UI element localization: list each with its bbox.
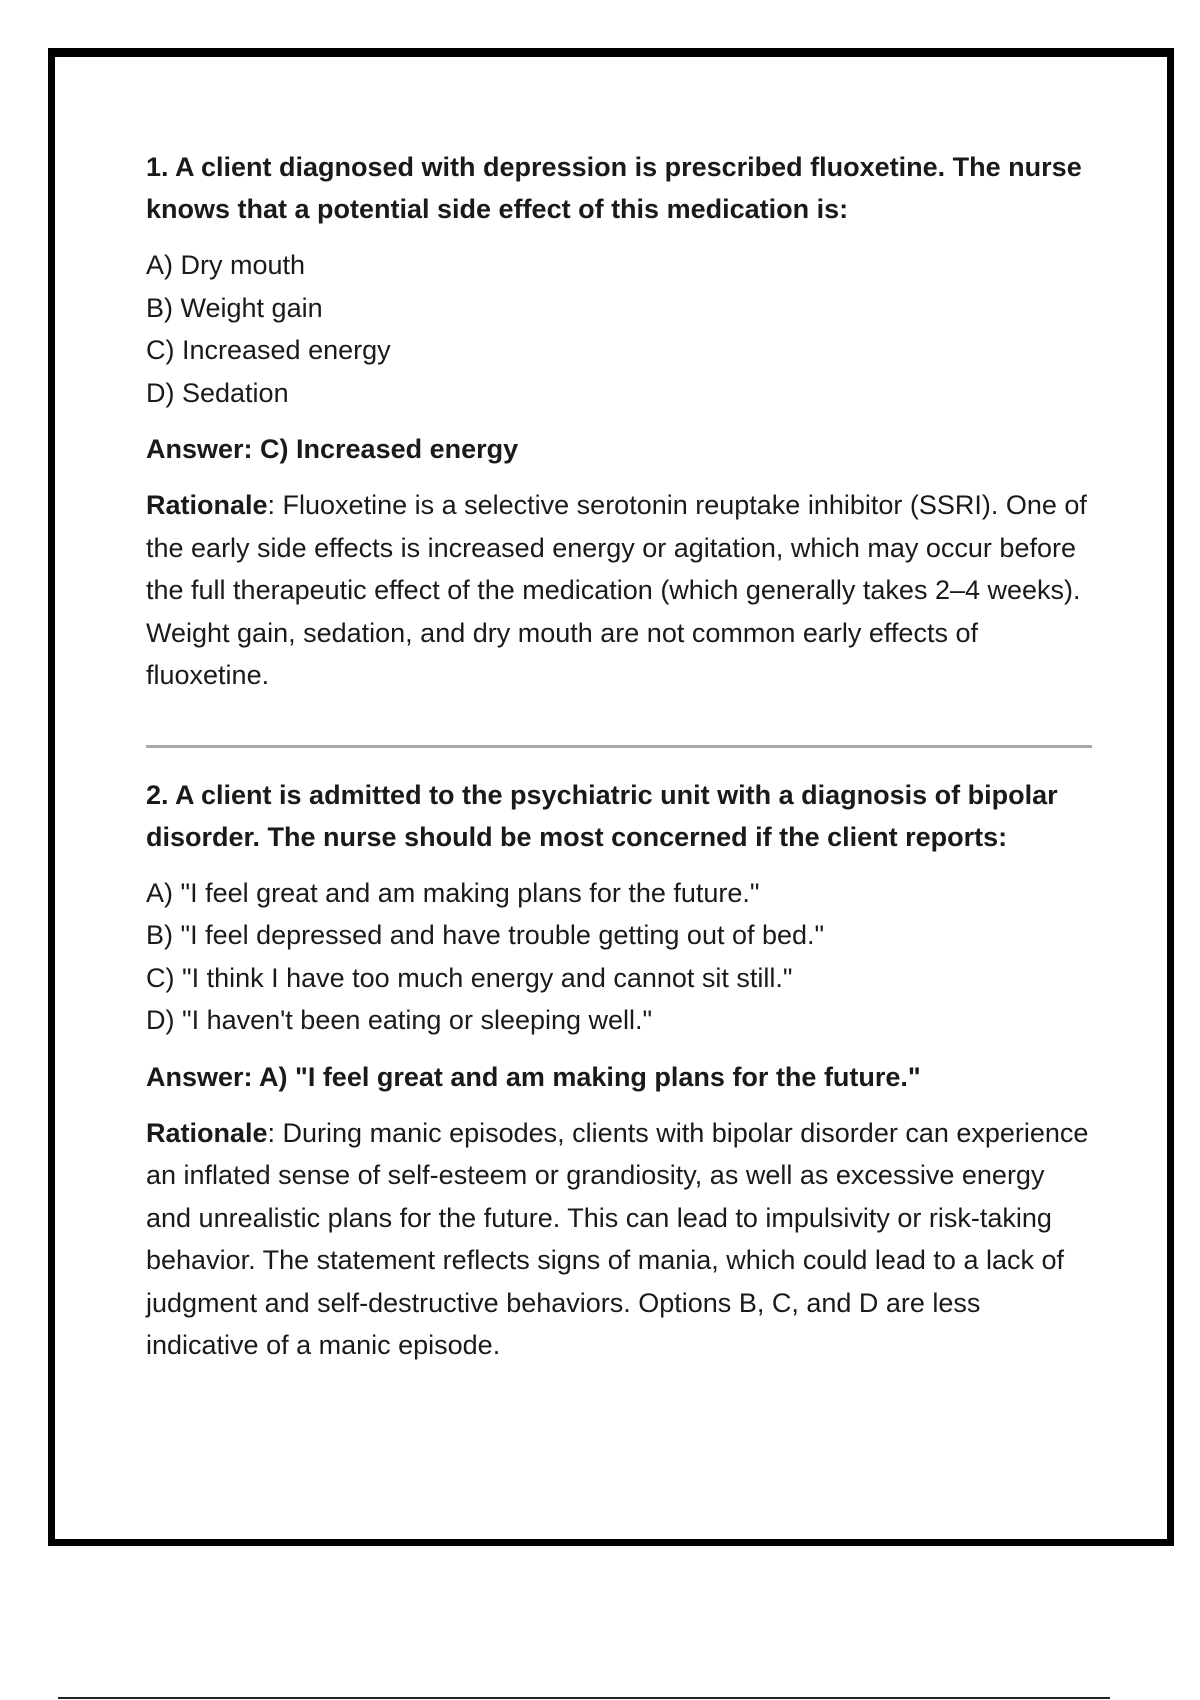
question-text: 1. A client diagnosed with depression is prescribed fluoxetine. The nurse knows that a potential side effect of this medication is: bbox=[146, 152, 1082, 224]
question-block-1 bbox=[146, 146, 1096, 697]
option-d: D) "I haven't been eating or sleeping well." bbox=[146, 1005, 653, 1035]
document-content bbox=[146, 146, 1096, 1367]
section-divider bbox=[146, 745, 1092, 748]
question-text: 2. A client is admitted to the psychiatric unit with a diagnosis of bipolar disorder. The nurse should be most concerned if the client reports: bbox=[146, 779, 1058, 852]
rationale bbox=[146, 1112, 1096, 1367]
option-d: D) Sedation bbox=[146, 377, 289, 408]
rationale-label: Rationale bbox=[146, 490, 268, 520]
option-a: A) "I feel great and am making plans for the future." bbox=[146, 877, 760, 908]
answer-text: Answer: A) "I feel great and am making plans for the future." bbox=[146, 1061, 921, 1092]
option-c: C) "I think I have too much energy and cannot sit still." bbox=[146, 962, 793, 993]
option-c: C) Increased energy bbox=[146, 335, 391, 365]
rationale-text: : During manic episodes, clients with bipolar disorder can experience an inflated sense of self-esteem or grandiosity, as well as excessive energy and unrealistic plans for the future. This can lead to impulsivity or risk-taking behavior. The statement reflects signs of mania, which could lead to a lack of judgment and self-destructive behaviors. Options B, C, and D are less indicative of a manic episode. bbox=[146, 1117, 1089, 1360]
answer-options bbox=[146, 872, 1096, 1042]
rationale-label: Rationale bbox=[146, 1117, 268, 1148]
question-block-2 bbox=[146, 774, 1096, 1367]
option-b: B) Weight gain bbox=[146, 292, 323, 323]
rationale bbox=[146, 484, 1096, 697]
rationale-text: : Fluoxetine is a selective serotonin reuptake inhibitor (SSRI). One of the early side effects is increased energy or agitation, which may occur before the full therapeutic effect of the medication (which generally takes 2–4 weeks). Weight gain, sedation, and dry mouth are not common early effects of fluoxetine. bbox=[146, 490, 1087, 690]
option-a: A) Dry mouth bbox=[146, 250, 306, 280]
answer-text: Answer: C) Increased energy bbox=[146, 434, 519, 464]
option-b: B) "I feel depressed and have trouble getting out of bed." bbox=[146, 920, 825, 950]
answer-options bbox=[146, 244, 1096, 414]
bottom-rule bbox=[58, 1697, 1110, 1699]
